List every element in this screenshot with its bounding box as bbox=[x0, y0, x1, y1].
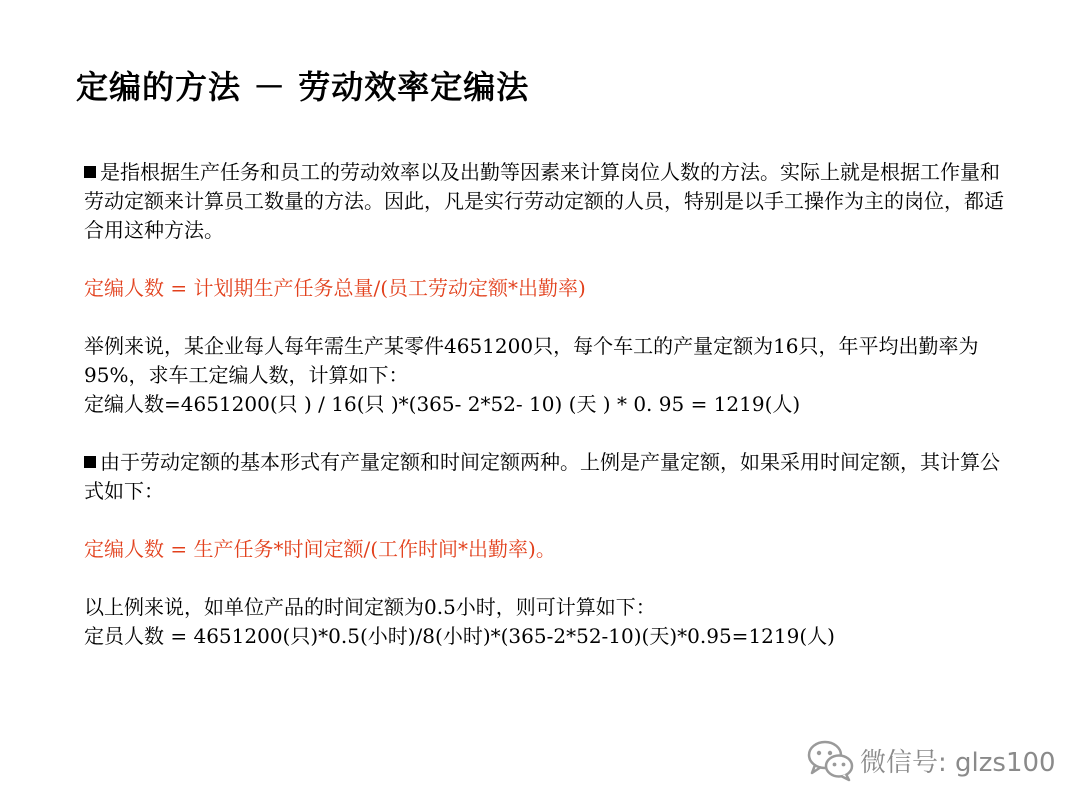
intro-text: 是指根据生产任务和员工的劳动效率以及出勤等因素来计算岗位人数的方法。实际上就是根据工作量和劳动定额来计算员工数量的方法。因此，凡是实行劳动定额的人员，特别是以手工操作为主的岗位，都适合用这种方法。 bbox=[84, 160, 1004, 242]
slide-body bbox=[84, 158, 1004, 651]
page-title: 定编的方法 － 劳动效率定编法 bbox=[76, 68, 530, 106]
example-1-calculation: 定编人数=4651200(只 ) / 16(只 )*(365- 2*52- 10) (天 ) * 0. 95 = 1219(人) bbox=[84, 392, 801, 416]
time-quota-text: 由于劳动定额的基本形式有产量定额和时间定额两种。上例是产量定额，如果采用时间定额，其计算公式如下： bbox=[84, 450, 1000, 503]
square-bullet-icon bbox=[84, 166, 96, 178]
watermark-text: 微信号: glzs100 bbox=[860, 747, 1056, 778]
intro-paragraph bbox=[84, 158, 1004, 245]
wechat-watermark bbox=[806, 738, 1056, 782]
formula-time-quota: 定编人数 = 生产任务*时间定额/(工作时间*出勤率)。 bbox=[84, 537, 556, 561]
square-bullet-icon bbox=[84, 456, 96, 468]
wechat-icon bbox=[806, 738, 856, 782]
time-quota-paragraph bbox=[84, 448, 1004, 506]
formula-production-quota: 定编人数 = 计划期生产任务总量/(员工劳动定额*出勤率) bbox=[84, 276, 586, 300]
example-2-calculation: 定员人数 = 4651200(只)*0.5(小时)/8(小时)*(365-2*52-10)(天)*0.95=1219(人) bbox=[84, 624, 835, 648]
example-2-description: 以上例来说，如单位产品的时间定额为0.5小时，则可计算如下： bbox=[84, 595, 656, 619]
example-1-description: 举例来说，某企业每人每年需生产某零件4651200只，每个车工的产量定额为16只，年平均出勤率为95%，求车工定编人数，计算如下： bbox=[84, 334, 979, 387]
